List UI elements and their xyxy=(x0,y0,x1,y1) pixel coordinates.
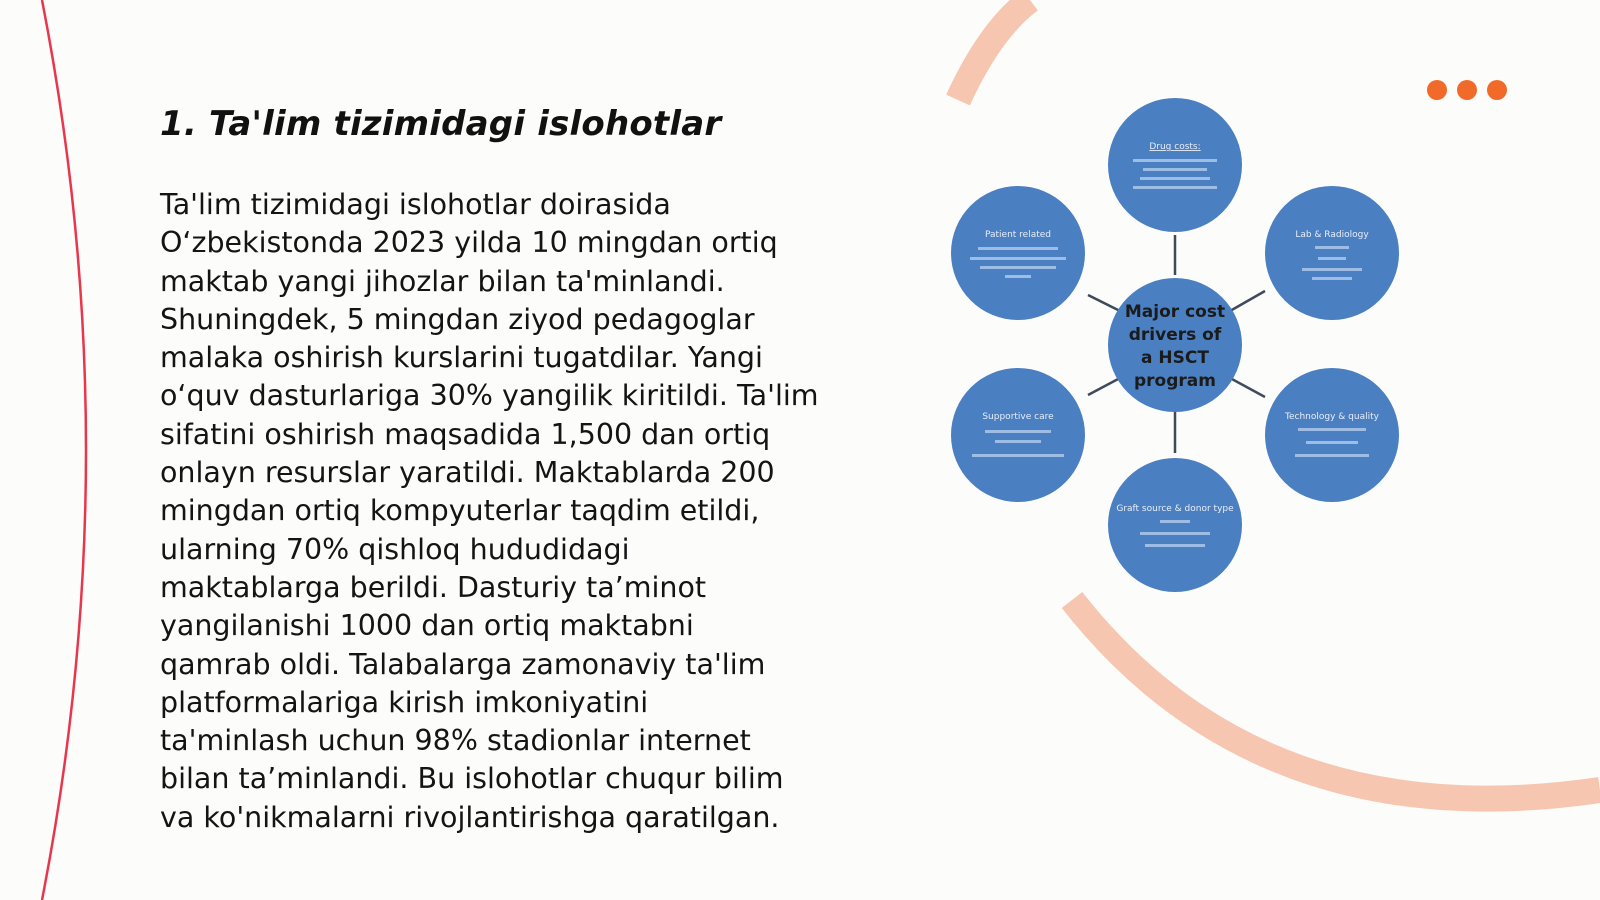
node-patient-related xyxy=(951,186,1085,320)
body-text-line: maktab yangi jihozlar bilan ta'minlandi. xyxy=(160,264,725,298)
illegible-text-line xyxy=(1140,532,1210,535)
connector-line xyxy=(1230,291,1265,311)
cost-drivers-diagram xyxy=(940,95,1400,605)
illegible-text-line xyxy=(1143,168,1207,171)
body-text-line: qamrab oldi. Talabalarga zamonaviy ta'lim xyxy=(160,647,766,681)
body-text-line: sifatini oshirish maqsadida 1,500 dan ortiq xyxy=(160,417,771,451)
top-peach-arc xyxy=(958,0,1030,100)
illegible-text-line xyxy=(972,454,1064,457)
node-supportive-care xyxy=(951,368,1085,502)
body-text-line: O‘zbekistonda 2023 yilda 10 mingdan ortiq xyxy=(160,226,778,260)
illegible-text-line xyxy=(1133,186,1217,189)
body-text-line: va ko'nikmalarni rivojlantirishga qaratilgan. xyxy=(160,800,780,834)
center-circle xyxy=(1108,278,1242,412)
three-dots-icon xyxy=(1427,80,1507,100)
body-text-line: Ta'lim tizimidagi islohotlar doirasida xyxy=(160,188,671,221)
body-text-line: yangilanishi 1000 dan ortiq maktabni xyxy=(160,609,694,643)
body-text-line: mingdan ortiq kompyuterlar taqdim etildi, xyxy=(160,494,760,528)
node-heading: Supportive care xyxy=(982,412,1054,422)
node-graft-source xyxy=(1108,458,1242,592)
illegible-text-line xyxy=(980,266,1056,269)
bottom-peach-arc xyxy=(1072,600,1600,799)
slide-body-text xyxy=(160,186,860,837)
illegible-text-line xyxy=(1318,257,1346,260)
illegible-text-line xyxy=(995,440,1041,443)
body-text-line: platformalariga kirish imkoniyatini xyxy=(160,685,649,719)
connector-line xyxy=(1230,378,1265,397)
node-drug-costs xyxy=(1108,98,1242,232)
center-label-line: Major cost xyxy=(1124,302,1226,322)
connector-line xyxy=(1088,378,1120,395)
center-label-line: a HSCT xyxy=(1141,348,1209,368)
node-heading: Lab & Radiology xyxy=(1295,230,1369,240)
illegible-text-line xyxy=(1312,277,1352,280)
illegible-text-line xyxy=(970,257,1066,260)
center-label-line: drivers of xyxy=(1128,325,1222,345)
illegible-text-line xyxy=(1298,428,1366,431)
left-red-curve xyxy=(42,0,86,900)
body-text-line: ta'minlash uchun 98% stadionlar internet xyxy=(160,724,751,758)
node-heading: Technology & quality xyxy=(1285,412,1379,422)
illegible-text-line xyxy=(1302,268,1362,271)
body-text-line: Shuningdek, 5 mingdan ziyod pedagoglar xyxy=(160,302,755,336)
illegible-text-line xyxy=(1295,454,1369,457)
node-lab-radiology xyxy=(1265,186,1399,320)
body-text-line: bilan ta’minlandi. Bu islohotlar chuqur bilim xyxy=(160,762,784,796)
illegible-text-line xyxy=(1160,520,1190,523)
body-text-line: malaka oshirish kurslarini tugatdilar. Yangi xyxy=(160,341,763,375)
body-text-line: ularning 70% qishloq hududidagi xyxy=(160,532,630,566)
node-heading: Graft source & donor type xyxy=(1116,504,1234,514)
node-heading: Patient related xyxy=(984,230,1052,240)
body-text-line: maktablarga berildi. Dasturiy ta’minot xyxy=(160,570,707,604)
node-heading: Drug costs: xyxy=(1149,142,1201,152)
illegible-text-line xyxy=(1133,159,1217,162)
dot xyxy=(1427,80,1447,100)
illegible-text-line xyxy=(1306,441,1358,444)
dot xyxy=(1487,80,1507,100)
center-label-line: program xyxy=(1134,371,1216,391)
body-text-line: o‘quv dasturlariga 30% yangilik kiritildi. Ta'lim xyxy=(160,379,819,413)
slide-title: 1. Ta'lim tizimidagi islohotlar xyxy=(160,104,722,144)
illegible-text-line xyxy=(985,430,1051,433)
illegible-text-line xyxy=(1005,275,1031,278)
connector-line xyxy=(1088,295,1120,311)
body-text-line: onlayn resurslar yaratildi. Maktablarda 200 xyxy=(160,456,775,490)
dot xyxy=(1457,80,1477,100)
illegible-text-line xyxy=(1145,544,1205,547)
illegible-text-line xyxy=(1140,177,1210,180)
illegible-text-line xyxy=(1315,246,1349,249)
illegible-text-line xyxy=(978,247,1058,250)
node-technology-quality xyxy=(1265,368,1399,502)
